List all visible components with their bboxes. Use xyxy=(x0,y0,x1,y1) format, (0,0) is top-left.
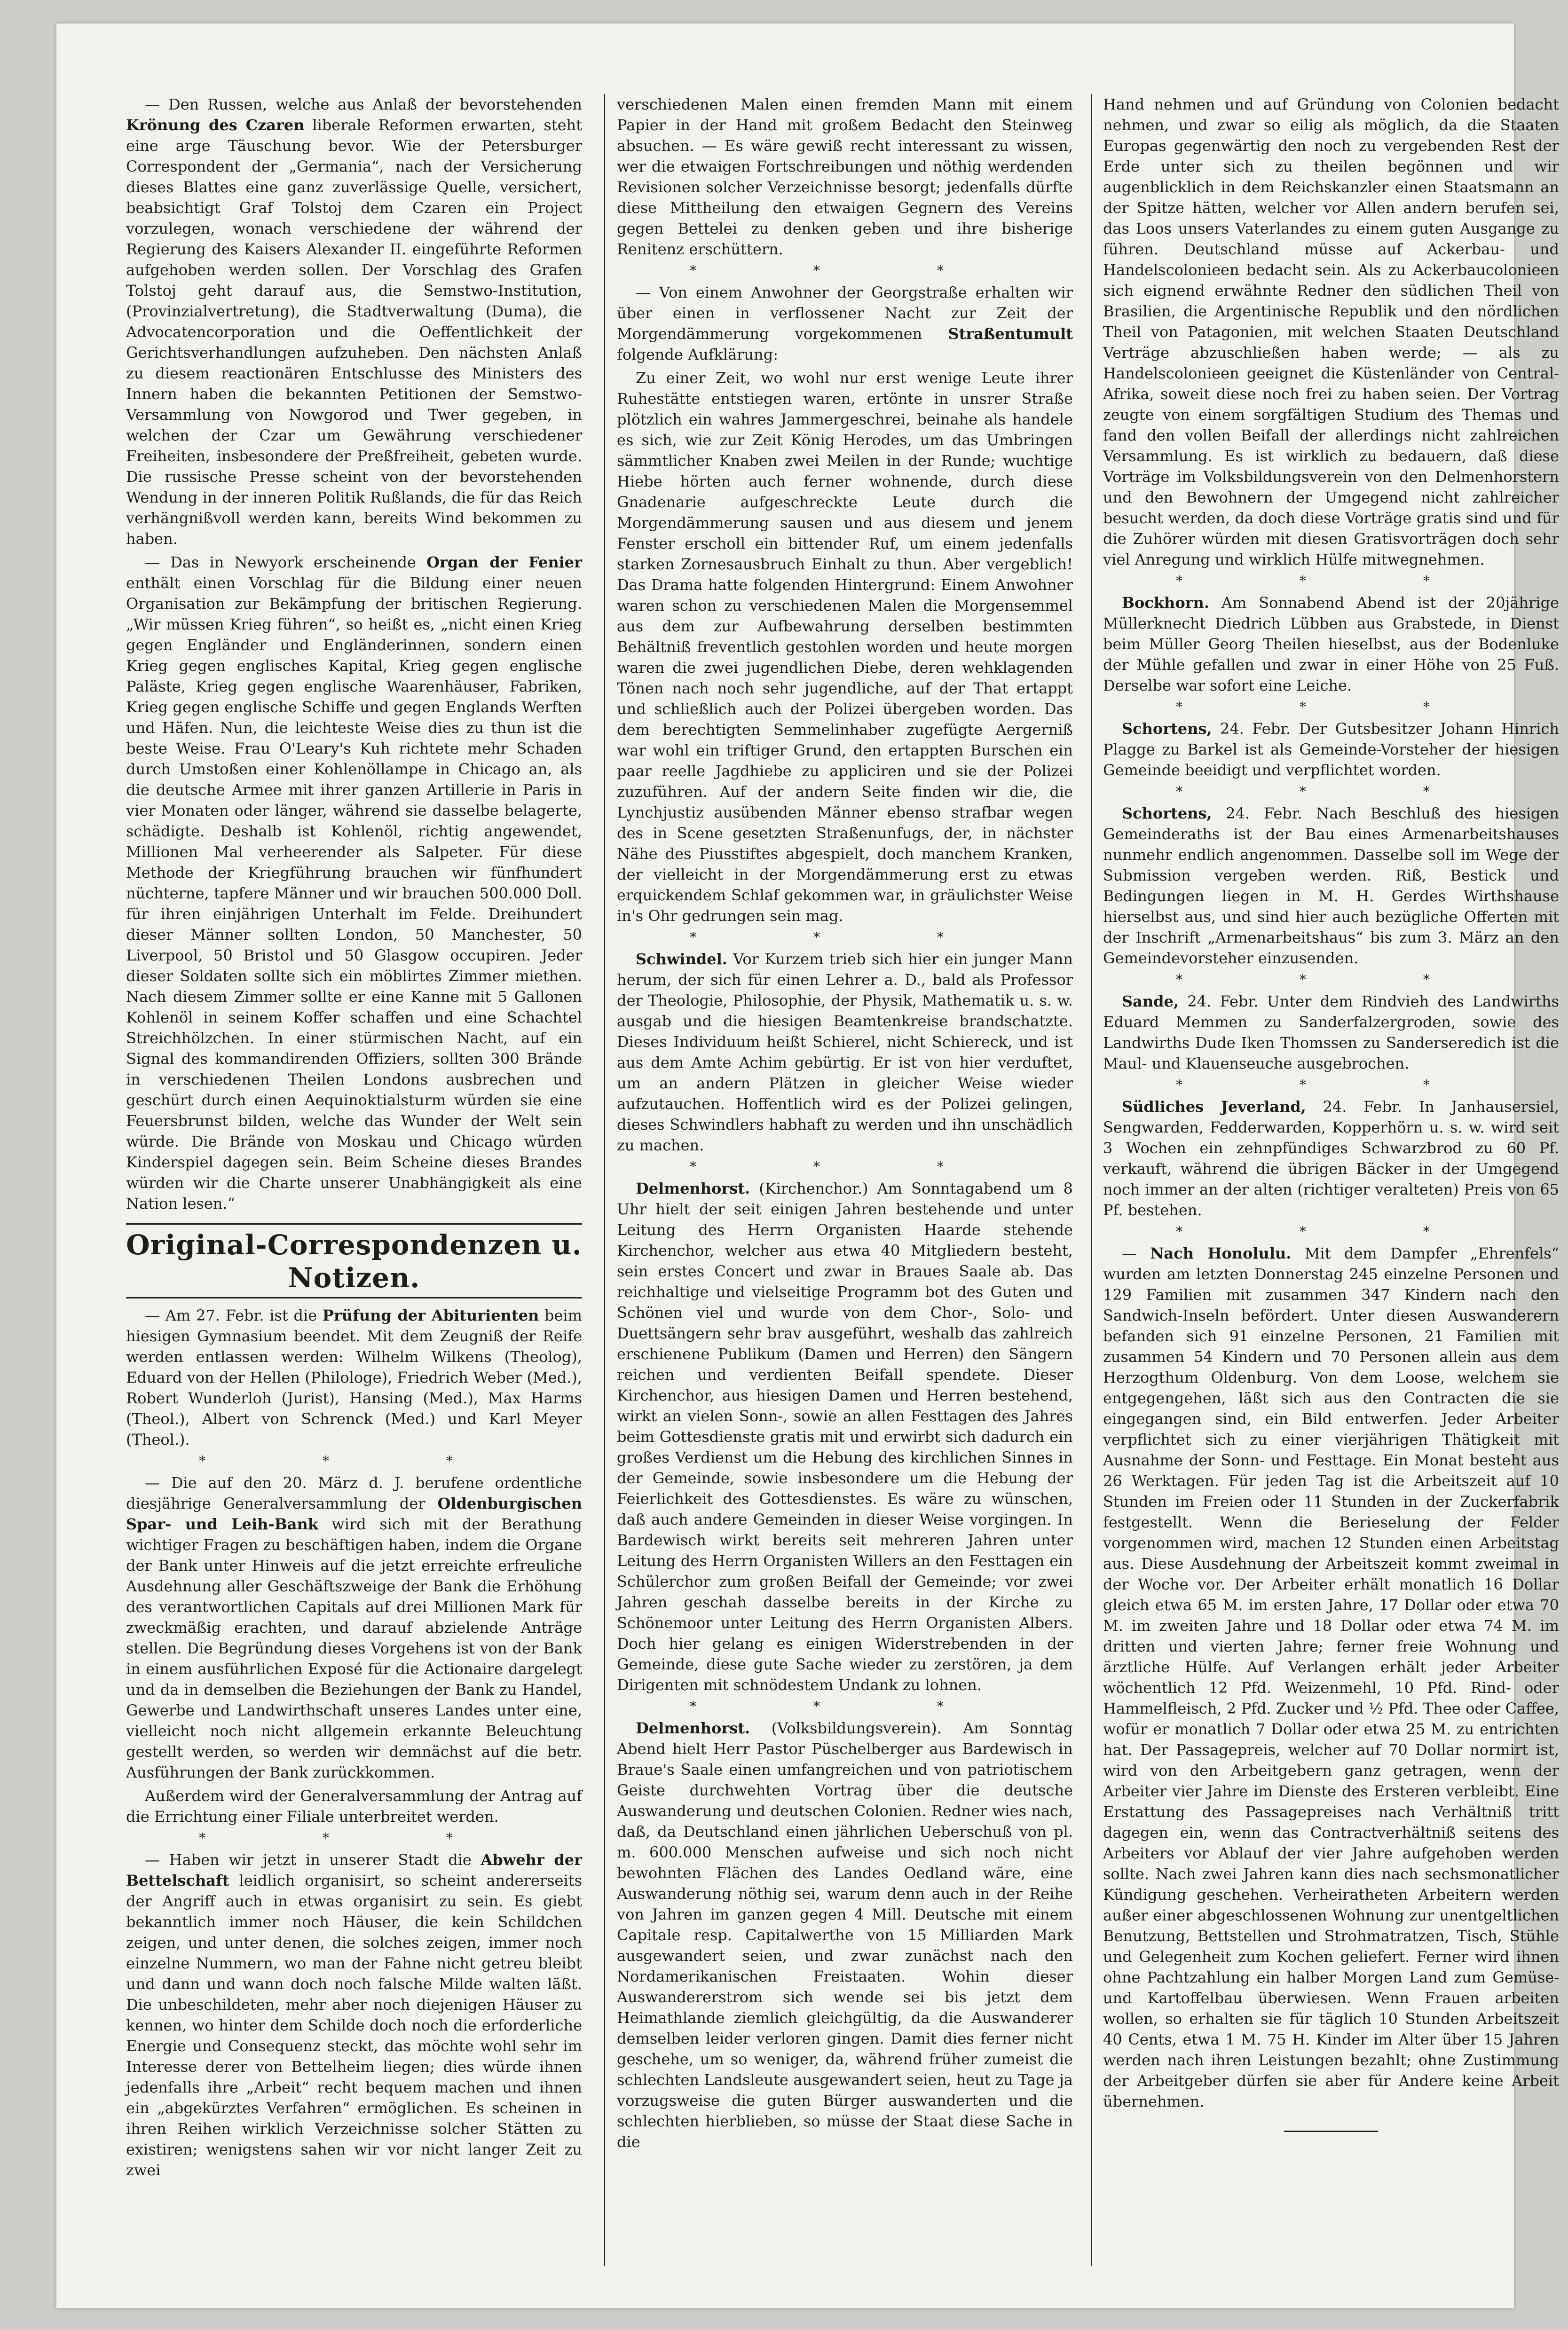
article-schortens-2: Schortens, 24. Febr. Nach Beschluß des hiesigen Gemeinderaths ist der Bau eines Armenarbeitshauses nunmehr endlich angenommen. Dasselbe soll im Wege der Submission vergeben werden. Riß, Bestick und Bedingungen liegen in M. H. Gerdes Wirthshause hierselbst aus, und sind hier auch bezügliche Offerten mit der Inschrift „Armenarbeitshaus“ bis zum 3. März an den Gemeindevorsteher einzusenden. xyxy=(1103,804,1559,967)
article-colonies-cont: Hand nehmen und auf Gründung von Colonien bedacht nehmen, und zwar so eilig als möglich, da die Staaten Europas gegenwärtig den noch zu vergebenden Rest der Erde unter sich zu theilen begönnen und wir augenblicklich in dem Reichskanzler einen Staatsmann an der Spitze hätten, welcher vor Allen andern berufen sei, das Loos unsers Vaterlandes zu einem guten Ausgange zu führen. Deutschland müsse auf Ackerbau- und Handelscolonieen bedacht sein. Als zu Ackerbaucolonieen sich eignend erwähnte Redner den südlichen Theil von Brasilien, die Argentinische Republik und den nördlichen Theil von Patagonien, mit welchen Staaten Deutschland Verträge abzuschließen haben werde; — als zu Handelscolonieen geeignet die Küstenländer von Central-Afrika, soweit diese noch frei zu haben seien. Der Vortrag zeugte von einem sorgfältigen Studium des Themas und fand den vollen Beifall der allerdings nicht zahlreichen Versammlung. Es ist wirklich zu bedauern, daß diese Vorträge im Volksbildungsverein von den Delmenhorstern und den Bewohnern der Umgegend nicht zahlreicher besucht werden, da doch diese Vorträge gratis sind und für die Zuhörer würden mit diesen Gratisvorträgen doch sehr viel Anregung und wirklich Hülfe mitwegnehmen. xyxy=(1103,95,1559,568)
section-title: Original-Correspondenzen u. Notizen. xyxy=(126,1223,582,1298)
article-honolulu: — Nach Honolulu. Mit dem Dampfer „Ehrenfels“ wurden am letzten Donnerstag 245 einzelne Personen und 129 Familien mit zusammen 347 Kindern nach den Sandwich-Inseln befördert. Unter diesen Auswanderern befanden sich 91 einzelne Personen, 21 Familien mit zusammen 54 Kindern und 70 Personen allein aus dem Herzogthum Oldenburg. Von dem Loose, welchem sie entgegengehen, läßt sich aus den Contracten die sie eingegangen sind, ein Bild entwerfen. Jeder Arbeiter verpflichtet sich zu einer vierjährigen Thätigkeit mit Ausnahme der Sonn- und Festtage. Ein Monat besteht aus 26 Werktagen. Für jeden Tag ist die Arbeitszeit auf 10 Stunden im Freien oder 11 Stunden in der Zuckerfabrik festgestellt. Wenn die Berieselung der Felder vorgenommen wird, machen 12 Stunden einen Arbeitstag aus. Diese Ausdehnung der Arbeitszeit kommt zweimal in der Woche vor. Der Arbeiter erhält monatlich 16 Dollar gleich etwa 65 M. im ersten Jahre, 17 Dollar oder etwa 70 M. im zweiten Jahre und 18 Dollar oder etwa 74 M. im dritten und vierten Jahre; ferner freie Wohnung und ärztliche Hülfe. Auf Verlangen erhält jeder Arbeiter wöchentlich 12 Pfd. Weizenmehl, 10 Pfd. Rind- oder Hammelfleisch, 2 Pfd. Zucker und ½ Pfd. Thee oder Caffee, wofür er monatlich 7 Dollar oder etwa 25 M. zu entrichten hat. Der Passagepreis, welcher auf 70 Dollar normirt ist, wird von den Arbeitgebern ganz getragen, wenn der Arbeiter vier Jahre im Dienste des Ersteren verbleibt. Eine Erstattung des Passagepreises nach Verhältniß tritt dagegen ein, wenn das Contractverhältniß seitens des Arbeiters vor Ablauf der vier Jahre aufgehoben werden sollte. Nach zwei Jahren kann dies nach sechsmonatlicher Kündigung geschehen. Verheiratheten Arbeitern werden außer einer abgeschlossenen Wohnung zur unentgeltlichen Benutzung, Bettstellen und Strohmatratzen, Tisch, Stühle und Gelegenheit zum Kochen geliefert. Ferner wird ihnen ohne Pachtzahlung ein halber Morgen Land zum Gemüse- und Kartoffelbau überwiesen. Wenn Frauen arbeiten wollen, so erhalten sie für täglich 10 Stunden Arbeitszeit 40 Cents, etwa 1 M. 75 H. Kinder im Alter über 15 Jahren werden nach ihren Leistungen bezahlt; ohne Zustimmung der Arbeitgeber dürfen sie aber für Andere keine Arbeit übernehmen. xyxy=(1103,1244,1560,2110)
article-bank-branch: Außerdem wird der Generalversammlung der Antrag auf die Errichtung einer Filiale unterbreitet werden. xyxy=(126,1787,582,1825)
article-street-tumult: — Von einem Anwohner der Georgstraße erhalten wir über einen in verflossener Nacht zur Zeit der Morgendämmerung vorgekommenen Straßentumult folgende Aufklärung: xyxy=(617,283,1073,363)
article-schortens-1: Schortens, 24. Febr. Der Gutsbesitzer Johann Hinrich Plagge zu Barkel ist als Gemeinde-Vorsteher der hiesigen Gemeinde beeidigt und verpflichtet worden. xyxy=(1103,720,1559,779)
separator: * * * xyxy=(1176,972,1486,987)
separator: * * * xyxy=(690,1159,1000,1174)
article-czar-coronation: — Den Russen, welche aus Anlaß der bevorstehenden Krönung des Czaren liberale Reformen erwarten, steht eine arge Täuschung bevor. Wie der Petersburger Correspondent der „Germania“, nach der Versicherung dieses Blattes eine ganz zuverlässige Quelle, versichert, beabsichtigt Graf Tolstoj dem Czaren ein Project vorzulegen, wonach verschiedene der während der Regierung des Kaisers Alexander II. eingeführte Reformen aufgehoben werden sollen. Der Vorschlag des Grafen Tolstoj geht darauf aus, die Semstwo-Institution, (Provinzialvertretung), die Stadtverwaltung (Duma), die Advocatencorporation und die Oeffentlichkeit der Gerichtsverhandlungen aufzuheben. Den nächsten Anlaß zu diesem reactionären Entschlusse des Ministers des Innern haben die bekannten Petitionen der Semstwo-Versammlung von Nowgorod und Twer gegeben, in welchen der Czar um Gewährung verschiedener Freiheiten, insbesondere der Preßfreiheit, gebeten wurde. Die russische Presse scheint von der bevorstehenden Wendung in der inneren Politik Rußlands, die für das Reich verhängnißvoll werden kann, bereits Wind bekommen zu haben. xyxy=(126,95,583,548)
separator: * * * xyxy=(1176,1224,1486,1239)
separator: * * * xyxy=(690,263,1000,278)
article-delmenhorst-choir: Delmenhorst. (Kirchenchor.) Am Sonntagabend um 8 Uhr hielt der seit einigen Jahren bestehende und unter Leitung des Herrn Organisten Haarde stehende Kirchenchor, welcher aus etwa 40 Mitgliedern besteht, sein erstes Concert und zwar in Braues Saale ab. Das reichhaltige und vielseitige Programm bot des Guten und Schönen viel und wurde von dem Chor-, Solo- und Duettsängern sehr brav ausgeführt, weshalb das zahlreich erschienene Publikum (Damen und Herren) den Sängern reichen und verdienten Beifall spendete. Dieser Kirchenchor, aus hiesigen Damen und Herren bestehend, wirkt an vielen Sonn-, sowie an allen Festtagen des Jahres beim Gottesdienste gratis mit und erwirbt sich dadurch ein großes Verdienst um die Hebung des kirchlichen Sinnes in der Gemeinde, sowie insbesondere um die Hebung der Feierlichkeit des Gottesdienstes. Es wäre zu wünschen, daß auch andere Gemeinden in dieser Weise vorgingen. In Bardewisch wirkt bereits seit mehreren Jahren unter Leitung des Herrn Organisten Willers an den Festtagen ein Schülerchor zum großen Beifall der Gemeinde; vor zwei Jahren geschah dasselbe bereits in der Kirche zu Schönemoor unter Leitung des Herrn Organisten Albers. Doch hier gelang es einigen Widerstrebenden in der Gemeinde, diese gute Sache wieder zu zerstören, ja dem Dirigenten mit schnödestem Undank zu lohnen. xyxy=(617,1180,1073,1694)
article-sande: Sande, 24. Febr. Unter dem Rindvieh des Landwirths Eduard Memmen zu Sanderfalzergroden, sowie des Landwirths Dude Iken Thomssen zu Sanderseredich ist die Maul- und Klauenseuche ausgebrochen. xyxy=(1103,992,1559,1072)
article-abitur-exam: — Am 27. Febr. ist die Prüfung der Abiturienten beim hiesigen Gymnasium beendet. Mit dem Zeugniß der Reife werden entlassen werden: Wilhelm Wilkens (Theolog), Eduard von der Hellen (Philologe), Friedrich Weber (Med.), Robert Wunderloh (Jurist), Hansing (Med.), Max Harms (Theol.), Albert von Schrenck (Med.) und Karl Meyer (Theol.). xyxy=(126,1306,583,1448)
article-street-tumult-body: Zu einer Zeit, wo wohl nur erst wenige Leute ihrer Ruhestätte entstiegen waren, ertönte in unsrer Straße plötzlich ein wahres Jammergeschrei, beinahe als handele es sich, wie zur Zeit König Herodes, um das Umbringen sämmtlicher Knaben zwei Meilen in der Runde; wuchtige Hiebe hörten auch ferner wohnende, durch diese Gnadenarie aufgeschreckte Leute durch die Morgendämmerung sausen und aus diesem und jenem Fenster erscholl ein bittender Ruf, um einem jedenfalls starken Zornesausbruch Einhalt zu thun. Aber vergeblich! Das Drama hatte folgenden Hintergrund: Einem Anwohner waren schon zu verschiedenen Malen die Morgensemmel aus dem zur Aufbewahrung derselben bestimmten Behältniß freventlich gestohlen worden und heute morgen waren die zwei jugendlichen Diebe, deren wehklagenden Tönen nach noch sehr jugendliche, auf der That ertappt und schließlich auch der Polizei übergeben worden. Das dem berechtigten Semmelinhaber zugefügte Aergerniß war wohl ein triftiger Grund, den ertappten Burschen ein paar reelle Jagdhiebe zu appliciren und sie der Polizei zuzuführen. Auf der andern Seite finden wir die, die Lynchjustiz ausübenden Männer ebenso strafbar wegen des in Scene gesetzten Straßenunfugs, der, in nächster Nähe des Piusstiftes abgespielt, doch manchem Kranken, der vielleicht in der Morgendämmerung erst zu etwas erquickendem Schlaf gekommen war, in gräulichster Weise in's Ohr gedrungen sein mag. xyxy=(617,369,1073,925)
article-savings-bank: — Die auf den 20. März d. J. berufene ordentliche diesjährige Generalversammlung der Oldenburgischen Spar- und Leih-Bank wird sich mit der Berathung wichtiger Fragen zu beschäftigen haben, indem die Organe der Bank unter Hinweis auf die jetzt erreichte erfreuliche Ausdehnung aller Geschäftszweige der Bank die Erhöhung des verantwortlichen Capitals auf drei Millionen Mark für zweckmäßig erachten, und darauf abzielende Anträge stellen. Die Begründung dieses Vorgehens ist von der Bank in einem ausführlichen Exposé für die Actionaire dargelegt und da in demselben die Beziehungen der Bank zu Handel, Gewerbe und Landwirthschaft unseres Landes unter eine, vielleicht noch nicht allgemein erkannte Beleuchtung gestellt werden, so werden wir demnächst auf die betr. Ausführungen der Bank zurückkommen. xyxy=(126,1474,583,1781)
end-rule xyxy=(1284,2131,1378,2132)
column-middle xyxy=(617,94,1073,2280)
column-left xyxy=(126,94,582,2280)
article-fenian-organ: — Das in Newyork erscheinende Organ der Fenier enthält einen Vorschlag für die Bildung einer neuen Organisation zur Bekämpfung der britischen Regierung. „Wir müssen Krieg führen“, so heißt es, „nicht einen Krieg gegen Engländer und Engländerinnen, sondern einen Krieg gegen englisches Kapital, Krieg gegen englische Paläste, Krieg gegen englische Waarenhäuser, Fabriken, Krieg gegen englische Schiffe und gegen Englands Werften und Häfen. Nun, die leichteste Weise dies zu thun ist die beste Weise. Frau O'Leary's Kuh richtete mehr Schaden durch Umstoßen einer Kohlenöllampe in Chicago an, als die deutsche Armee mit ihrer ganzen Artillerie in Paris in vier Monaten oder länger, während sie dasselbe belagerte, schädigte. Deshalb ist Kohlenöl, richtig angewendet, Millionen Mal verheerender als Salpeter. Für diese Methode der Kriegführung brauchen wir fünfhundert nüchterne, tapfere Männer und wir brauchen 500.000 Doll. für ihren einjährigen Unterhalt im Felde. Dreihundert dieser Männer sollten London, 50 Manchester, 50 Liverpool, 50 Bristol und 50 Glasgow occupiren. Jeder dieser Soldaten sollte sich ein möblirtes Zimmer miethen. Nach diesem Zimmer sollte er eine Kanne mit 5 Gallonen Kohlenöl in seinem Koffer schaffen und eine Schachtel Streichhölzchen. In einer stürmischen Nacht, auf ein Signal des kommandirenden Offiziers, sollten 300 Brände in verschiedenen Theilen Londons ausbrechen und geschürt durch einen Aequinoktialsturm würden sie eine Feuersbrunst bilden, welche das Wunder der Welt sein würde. Die Brände von Moskau und Chicago würden Kinderspiel dagegen sein. Beim Scheine dieses Brandes würden wir die Charte unserer Unabhängigkeit als eine Nation lesen.“ xyxy=(126,553,582,1212)
article-bockhorn: Bockhorn. Am Sonnabend Abend ist der 20jährige Müllerknecht Diedrich Lübben aus Grabstede, in Dienst beim Müller Georg Theilen hieselbst, aus der Bodenluke der Mühle gefallen und zwar in einer Höhe von 25 Fuß. Derselbe war sofort eine Leiche. xyxy=(1103,594,1559,694)
separator: * * * xyxy=(1176,784,1486,799)
newspaper-page xyxy=(56,24,1560,2308)
column-divider xyxy=(1091,94,1092,2266)
article-begging-cont: verschiedenen Malen einen fremden Mann mit einem Papier in der Hand mit großem Bedacht den Steinweg absuchen. — Es wäre gewiß recht interessant zu wissen, wer die etwaigen Fortschreibungen und nöthig werdenden Revisionen solcher Verzeichnisse besorgt; jedenfalls dürfte diese Mittheilung den etwaigen Gegnern des Vereins gegen Bettelei zu denken geben und ihre bisherige Renitenz erschüttern. xyxy=(617,95,1073,258)
separator: * * * xyxy=(199,1453,509,1469)
separator: * * * xyxy=(690,929,1000,945)
article-delmenhorst-education: Delmenhorst. (Volksbildungsverein). Am Sonntag Abend hielt Herr Pastor Püschelberger aus Bardewisch in Braue's Saale einen umfangreichen und von patriotischem Geiste durchwehten Vortrag über die deutsche Auswanderung und deutschen Colonien. Redner wies nach, daß, da Deutschland einen jährlichen Ueberschuß von pl. m. 600.000 Menschen aufweise und sich noch nicht bewohnten Flächen des Landes Oedland wäre, eine Auswanderung nöthig sei, warum denn auch in der Reihe von Jahren im ganzen gegen 4 Mill. Deutsche mit einem Capitale resp. Capitalwerthe von 15 Milliarden Mark ausgewandert seien, und zwar zunächst nach den Nordamerikanischen Freistaaten. Wohin dieser Auswandererstrom sich wende sei bis jetzt dem Heimathlande ziemlich gleichgültig, da die Auswanderer demselben leider verloren gingen. Damit dies ferner nicht geschehe, um so weniger, da, während früher zumeist die schlechten Landsleute ausgewandert seien, heut zu Tage ja vorzugsweise die guten Bürger auswanderten und die schlechten hierblieben, so müsse der Staat diese Sache in die xyxy=(617,1719,1073,2151)
separator: * * * xyxy=(199,1830,509,1846)
column-divider xyxy=(604,94,605,2266)
column-right xyxy=(1103,94,1559,2280)
separator: * * * xyxy=(1176,1077,1486,1093)
separator: * * * xyxy=(1176,573,1486,589)
article-begging: — Haben wir jetzt in unserer Stadt die Abwehr der Bettelschaft leidlich organisirt, so scheint andererseits der Angriff auch in etwas organisirt zu sein. Es giebt bekanntlich immer noch Häuser, die kein Schildchen zeigen, und unter denen, die solches zeigen, immer noch einzelne Nummern, wo man der Fahne nicht getreu bleibt und dann und wann doch noch falsche Milde walten läßt. Die unbeschildeten, mehr aber noch diejenigen Häuser zu kennen, wo hinter dem Schilde doch noch die erforderliche Energie und Consequenz steckt, das möchte wohl sehr im Interesse derer von Bettelheim liegen; dies würde ihnen jedenfalls ihre „Arbeit“ recht bequem machen und ihnen ein „abgekürztes Verfahren“ ermöglichen. Es scheinen in ihren Reihen wirklich Verzeichnisse solcher Stätten zu existiren; wenigstens sahen wir vor nicht langer Zeit zu zwei xyxy=(126,1851,583,2179)
article-jeverland: Südliches Jeverland, 24. Febr. In Janhausersiel, Sengwarden, Fedderwarden, Kopperhörn u. s. w. wird seit 3 Wochen ein zehnpfündiges Schwarzbrod zu 60 Pf. verkauft, während die übrigen Bäcker in der Umgegend noch immer an der alten (richtiger veralteten) Preis von 65 Pf. bestehen. xyxy=(1103,1098,1560,1219)
separator: * * * xyxy=(690,1699,1000,1714)
separator: * * * xyxy=(1176,699,1486,715)
article-swindle: Schwindel. Vor Kurzem trieb sich hier ein junger Mann herum, der sich für einen Lehrer a. D., bald als Professor der Theologie, Philosophie, der Physik, Mathematik u. s. w. ausgab und die hiesigen Beamtenkreise brandschatzte. Dieses Individuum heißt Schierel, nicht Schiereck, und ist aus dem Amte Achim gebürtig. Er ist von hier verduftet, um an andern Plätzen in gleicher Weise wieder aufzutauchen. Hoffentlich wird es der Polizei gelingen, dieses Schwindlers habhaft zu werden und ihn unschädlich zu machen. xyxy=(617,950,1073,1154)
